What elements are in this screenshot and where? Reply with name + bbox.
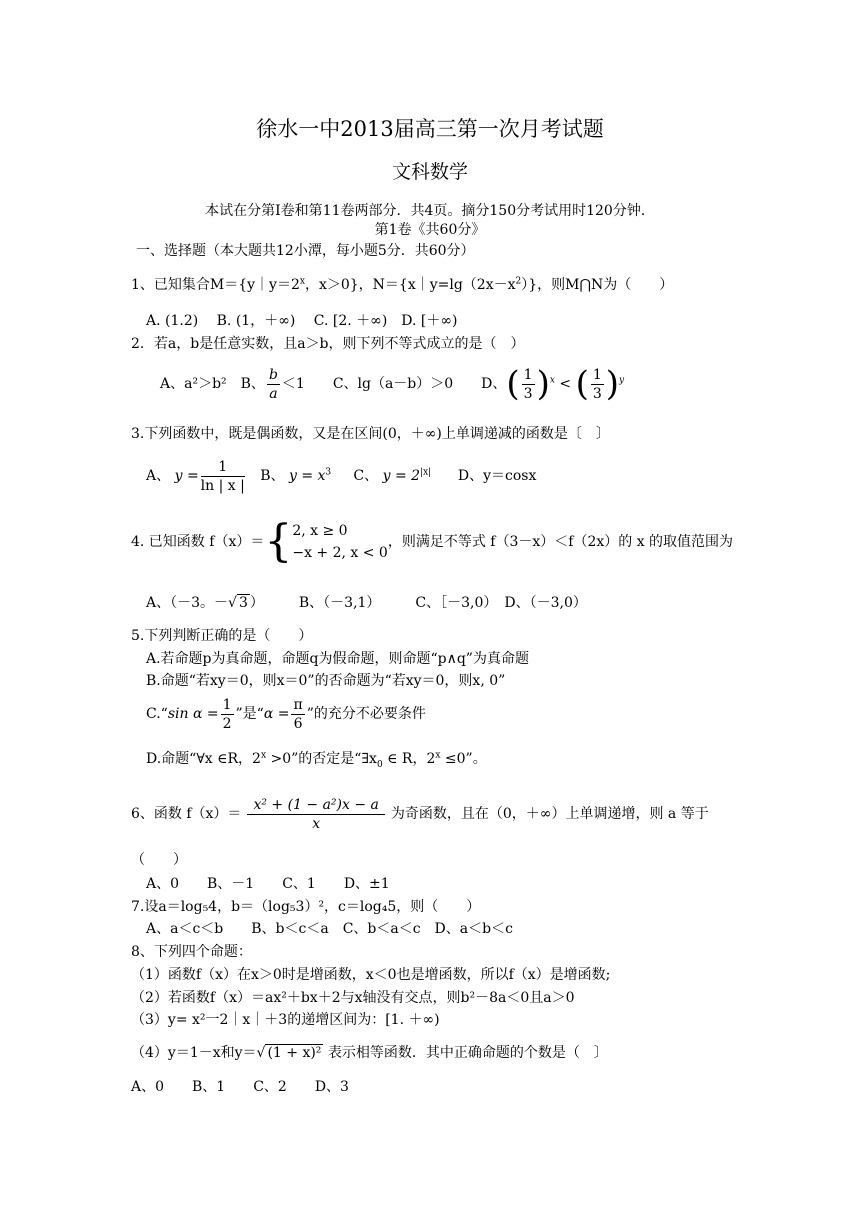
section-label: 第1卷《共60分》 [374, 222, 486, 238]
question-5-stem: 5.下列判断正确的是（ ） [131, 628, 313, 644]
question-6-options: A、0 B、－1 C、1 D、±1 [146, 876, 390, 892]
question-7-stem: 7.设a＝log₅4，b＝（log₅3）²，c＝log₄5，则（ ） [131, 899, 481, 915]
exam-title: 徐水一中2013届高三第一次月考试题 [256, 117, 604, 141]
exam-subtitle: 文科数学 [391, 161, 468, 183]
fraction-b-over-a: $\frac{b}{a}$ [268, 366, 278, 402]
question-5-option-d: D.命题“∀x ∈R，$2^x >0$”的否定是“$\exists x_0$ ∈ R，$2^x \le 0$”。 [146, 750, 487, 770]
piecewise-cases: 2, x ≥ 0 −x + 2, x < 0 [292, 523, 388, 561]
question-2-stem: 2．若a，b是任意实数，且a＞b，则下列不等式成立的是（ ） [131, 336, 525, 352]
question-3-options: A、 y = $\frac{1}{\ln | x |}$ B、 $y = x^3$ C、 $y = 2^{|x|}$ D、y＝cosx [146, 458, 537, 494]
question-6-stem: 6、函数 f（x）＝ $\frac{\text{x² + (1 − a²)x − a}}{x}$ 为奇函数，且在（0，＋∞）上单调递增，则 a 等于 [131, 796, 709, 832]
question-8-prop-1: （1）函数f（x）在x＞0时是增函数，x＜0也是增函数，所以f（x）是增函数; [131, 967, 611, 983]
question-1-options: A. (1.2) B. (1，＋∞) C. [2. ＋∞) D. [＋∞) [146, 313, 458, 329]
question-8-options: A、0 B、1 C、2 D、3 [131, 1079, 349, 1095]
question-4-options: A、（－3。－√ 3 ） B、（－3,1） C、［－3,0） D、（－3,0） [146, 595, 587, 611]
question-6-answer-paren: （ ） [131, 852, 187, 868]
question-5-option-b: B.命题“若xy＝0，则x＝0”的否命题为“若xy＝0，则x, 0” [146, 673, 506, 689]
question-7-options: A、a＜c＜b B、b＜c＜a C、b＜a＜c D、a＜b＜c [146, 921, 513, 937]
question-8-prop-3: （3）y= x²一2｜x｜＋3的递增区间为：[1. ＋∞) [131, 1012, 440, 1028]
question-8-prop-4: （4）y＝1－x和y＝√ (1 + x)² 表示相等函数．其中正确命题的个数是（ 〕 [131, 1045, 608, 1061]
part-one-heading: 一、选择题（本大题共12小潭，每小题5分．共60分） [136, 243, 475, 259]
question-8-prop-2: （2）若函数f（x）＝ax²＋bx＋2与x轴没有交点，则b²－8a＜0且a＞0 [131, 990, 575, 1006]
question-8-stem: 8、下列四个命题： [131, 944, 252, 960]
question-2-options: A、a²＞b² B、 $\frac{b}{a}$ ＜1 C、lg（a－b）＞0 D、( $\frac{1}{3}$ )$^x$ < ( $\frac{1}{3}$ )$^y$ [160, 364, 625, 404]
question-1-stem: 1、已知集合$M=\{y|y=2^x$，x＞0}，$N=\{x|y=\lg(2x-x^2)\}$，则M⋂N为（ ） [131, 276, 674, 293]
exam-intro: 本试在分第I卷和第11卷两部分．共4页。摘分150分考试用时120分钟． [205, 203, 655, 219]
question-4-stem: 4. 已知函数 f（x）＝{ 2, x ≥ 0 −x + 2, x < 0 ，则满足不等式 f（3－x）＜f（2x）的 x 的取值范围为 [131, 516, 734, 567]
question-3-stem: 3.下列函数中，既是偶函数，又是在区间(0，＋∞)上单调递减的函数是〔 〕 [131, 426, 610, 442]
question-5-option-a: A.若命题p为真命题，命题q为假命题，则命题“p∧q”为真命题 [146, 651, 529, 667]
question-5-option-c: C.“sin α = $\frac{1}{2}$ ”是“α = $\frac{\pi}{6}$ ”的充分不必要条件 [146, 696, 426, 732]
